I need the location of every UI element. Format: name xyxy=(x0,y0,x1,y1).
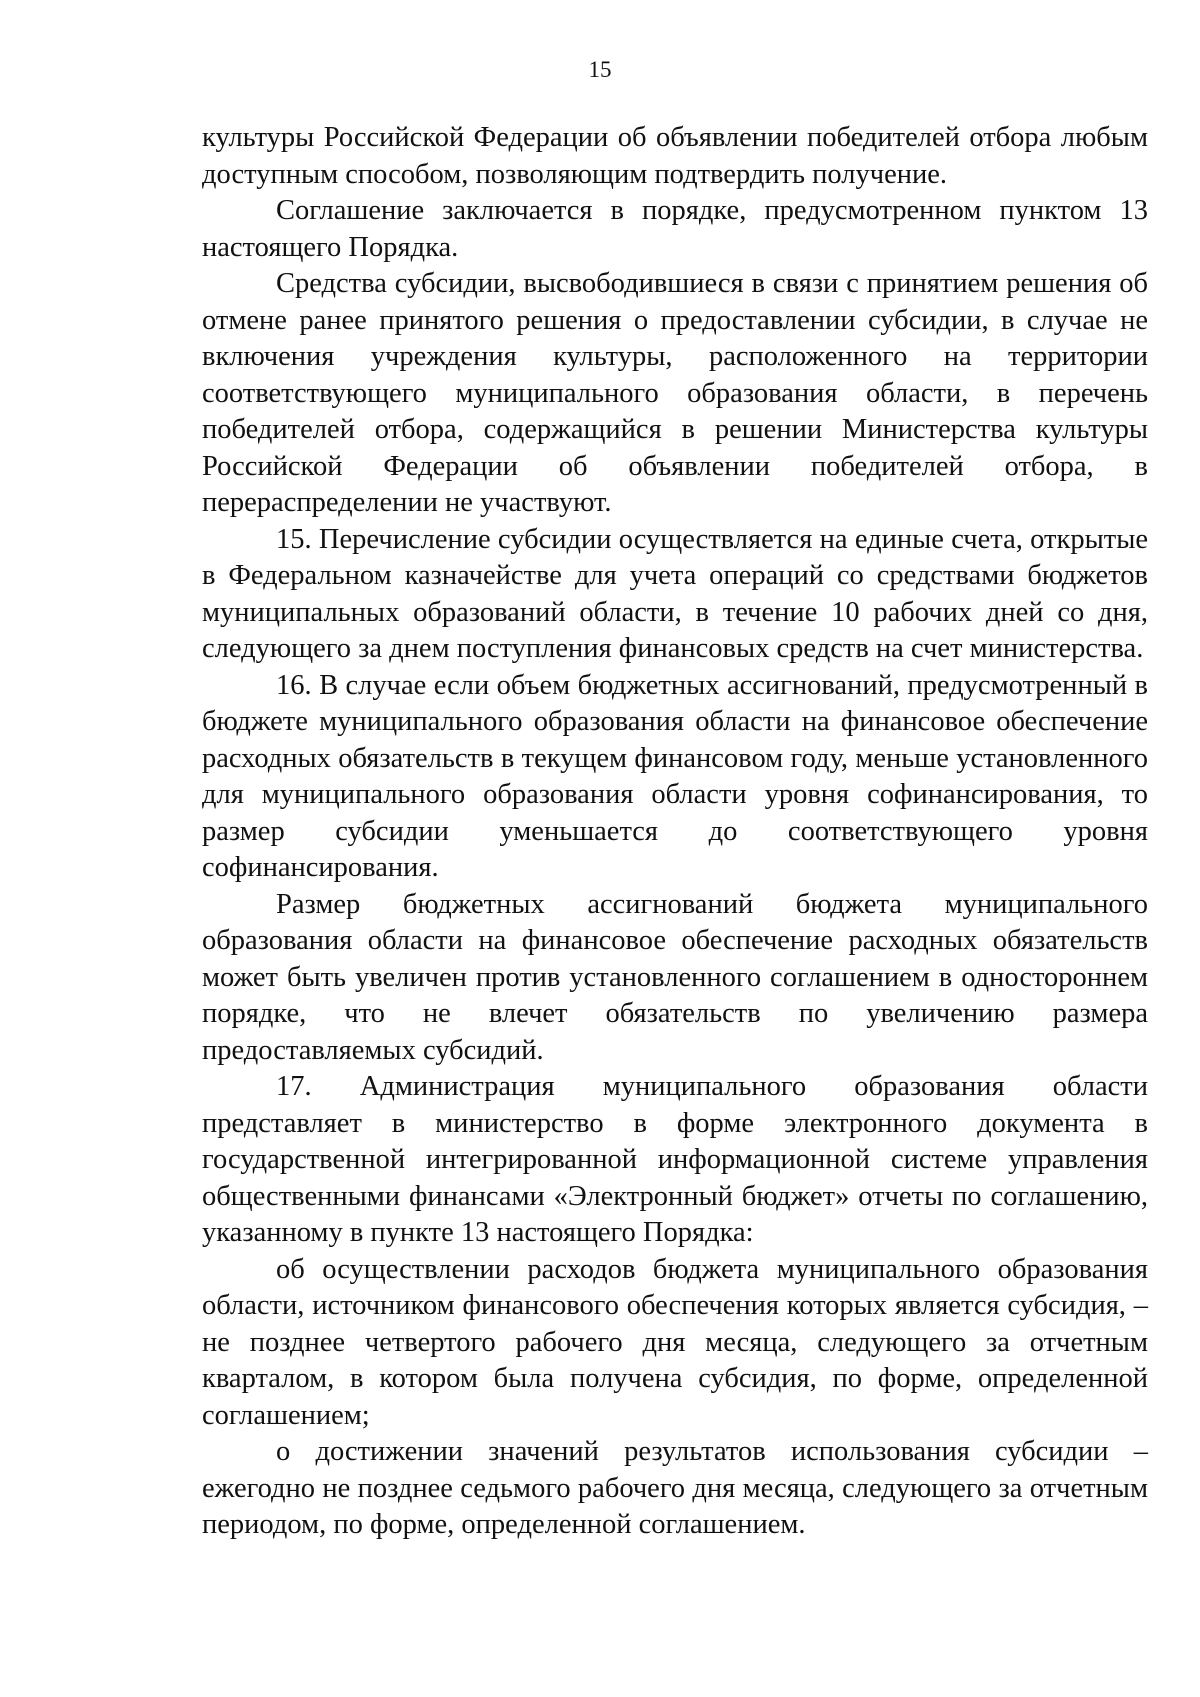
page-number: 15 xyxy=(588,57,612,82)
paragraph: об осуществлении расходов бюджета муниципального образования области, источником финансового обеспечения которых является субсидия, – не позднее четвертого рабочего дня месяца, следующего за отчетным кварталом, в котором была получена субсидия, по форме, определенной соглашением; xyxy=(202,1253,1148,1431)
paragraph: 17. Администрация муниципального образования области представляет в министерство в форме электронного документа в государственной интегрированной информационной системе управления общественными финансами «Электронный бюджет» отчеты по соглашению, указанному в пункте 13 настоящего Порядка: xyxy=(202,1071,1148,1248)
paragraph: 16. В случае если объем бюджетных ассигнований, предусмотренный в бюджете муниципального образования области на финансовое обеспечение расходных обязательств в текущем финансовом году, меньше установленного для муниципального образования области уровня софинансирования, то размер субсидии уменьшается до соответствующего уровня софинансирования. xyxy=(202,669,1148,883)
document-body xyxy=(202,120,1148,1544)
paragraph: 15. Перечисление субсидии осуществляется на единые счета, открытые в Федеральном казначействе для учета операций со средствами бюджетов муниципальных образований области, в течение 10 рабочих дней со дня, следующего за днем поступления финансовых средств на счет министерства. xyxy=(202,523,1148,664)
paragraph: Соглашение заключается в порядке, предусмотренном пунктом 13 настоящего Порядка. xyxy=(202,195,1148,263)
paragraph: Размер бюджетных ассигнований бюджета муниципального образования области на финансовое обеспечение расходных обязательств может быть увеличен против установленного соглашением в одностороннем порядке, что не влечет обязательств по увеличению размера предоставляемых субсидий. xyxy=(202,888,1148,1066)
paragraph: культуры Российской Федерации об объявлении победителей отбора любым доступным способом, позволяющим подтвердить получение. xyxy=(202,122,1148,190)
paragraph: о достижении значений результатов использования субсидии – ежегодно не позднее седьмого рабочего дня месяца, следующего за отчетным периодом, по форме, определенной соглашением. xyxy=(202,1436,1148,1540)
paragraph: Средства субсидии, высвободившиеся в связи с принятием решения об отмене ранее принятого решения о предоставлении субсидии, в случае не включения учреждения культуры, расположенного на территории соответствующего муниципального образования области, в перечень победителей отбора, содержащийся в решении Министерства культуры Российской Федерации об объявлении победителей отбора, в перераспределении не участвуют. xyxy=(202,268,1148,518)
